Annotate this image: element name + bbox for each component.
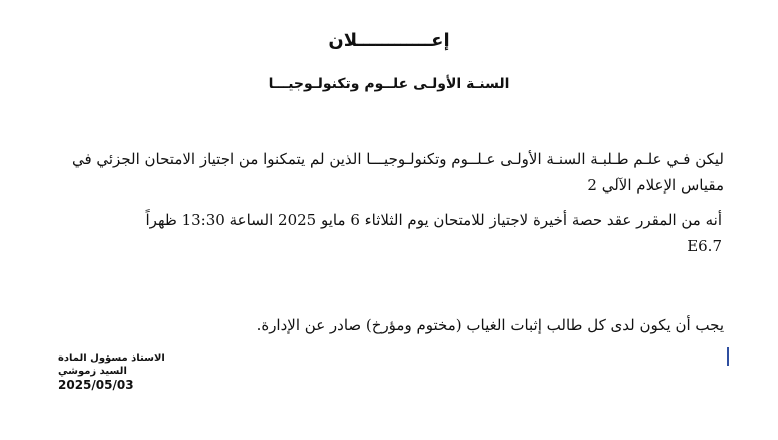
exam-room-code: E6.7 xyxy=(687,237,722,255)
paragraph-students-notice: ليكن فـي علـم طـلبـة السنـة الأولـى عـلــوم وتكنولـوجيـــا الذين لم يتمكنوا من اجتياز الامتحان الجزئي في مقياس الإعلام الآلي 2 xyxy=(71,150,724,194)
paragraph-absence-proof: يجب أن يكون لدى كل طالب إثبات الغياب (مختوم ومؤرخ) صادر عن الإدارة. xyxy=(256,316,724,334)
announcement-title: إعــــــــــــلان xyxy=(328,30,450,51)
announcement-subtitle: السنـة الأولـى علــوم وتكنولـوجيـــا xyxy=(268,76,510,92)
text-cursor[interactable] xyxy=(727,347,729,366)
exam-schedule-text: أنه من المقرر عقد حصة أخيرة لاجتياز للامتحان يوم الثلاثاء 6 مايو 2025 الساعة 13:30 ظهراً xyxy=(145,211,722,229)
signature-role: الاستاذ مسؤول المادة xyxy=(58,353,165,364)
paragraph-exam-schedule xyxy=(52,207,722,259)
signature-date: 2025/05/03 xyxy=(58,378,134,392)
signature-block xyxy=(58,352,228,393)
signature-name: السيد زموشي xyxy=(58,366,127,377)
